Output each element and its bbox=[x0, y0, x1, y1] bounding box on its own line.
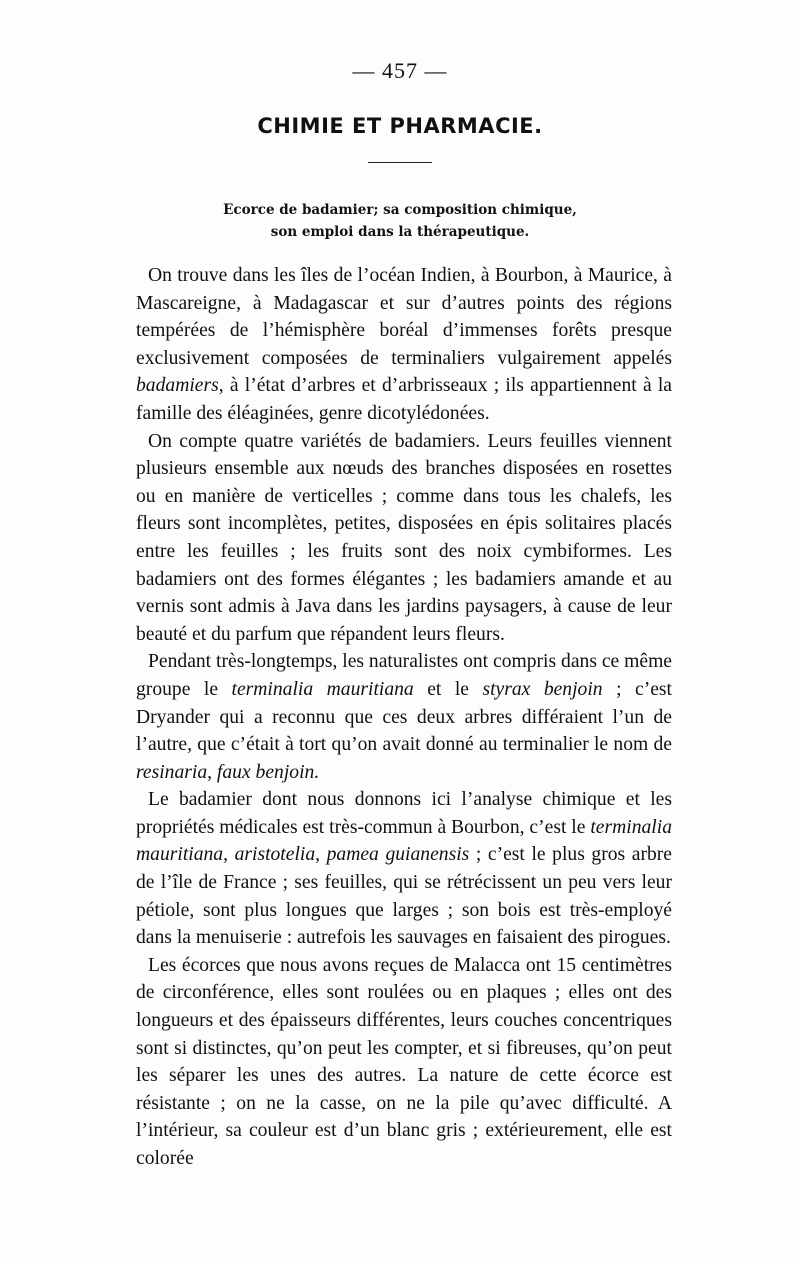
section-title: CHIMIE ET PHARMACIE. bbox=[257, 114, 543, 138]
text-run: Les écorces que nous avons reçues de Malacca ont 15 centimètres de circonférence, elles sont roulées ou en plaques ; elles ont des longueurs et des épaisseurs différentes, leurs couches concentriques sont si distinctes, qu’on peut les compter, et si fibreuses, qu’on peut les séparer les unes des autres. La nature de cette écorce est résistante ; on ne la casse, on ne la pile qu’avec difficulté. A l’intérieur, sa couleur est d’un blanc gris ; extérieurement, elle est colorée bbox=[136, 954, 672, 1169]
article-body bbox=[136, 262, 672, 1173]
paragraph bbox=[136, 952, 672, 1173]
italic-term: terminalia mauritiana bbox=[231, 678, 414, 700]
paragraph bbox=[136, 262, 672, 428]
italic-term: styrax benjoin bbox=[482, 678, 603, 700]
paragraph bbox=[136, 648, 672, 786]
text-run: Le badamier dont nous donnons ici l’analyse chimique et les propriétés médicales est très-commun à Bourbon, c’est le bbox=[136, 789, 672, 838]
title-divider bbox=[368, 162, 432, 163]
italic-term: terminalia mauritiana, aristotelia, pamea guianensis bbox=[136, 816, 672, 866]
article-title-line: son emploi dans la thérapeutique. bbox=[270, 224, 530, 240]
italic-term: badamiers bbox=[136, 375, 219, 397]
text-run: ; c’est Dryander qui a reconnu que ces deux arbres différaient l’un de l’autre, que c’était à tort qu’on avait donné au terminalier le nom de bbox=[136, 678, 672, 756]
text-run: Pendant très-longtemps, les naturalistes ont compris dans ce même groupe le bbox=[136, 651, 673, 700]
paragraph bbox=[136, 786, 672, 952]
text-run: On trouve dans les îles de l’océan Indien, à Bourbon, à Maurice, à Mascareigne, à Madagascar et sur d’autres points des régions tempérées de l’hémisphère boréal d’immenses forêts presque exclusivement composées de terminaliers vulgairement appelés bbox=[136, 265, 672, 369]
italic-term: resinaria, faux benjoin. bbox=[136, 761, 320, 783]
text-run: ; c’est le plus gros arbre de l’île de France ; ses feuilles, qui se rétrécissent un peu vers leur pétiole, sont plus longues que larges ; son bois est très-employé dans la menuiserie : autrefois les sauvages en faisaient des pirogues. bbox=[136, 844, 672, 949]
text-run: , à l’état d’arbres et d’arbrisseaux ; ils appartiennent à la famille des éléaginées, genre dicotylédonées. bbox=[136, 375, 672, 424]
text-run: et le bbox=[413, 678, 483, 700]
paragraph bbox=[136, 428, 672, 649]
article-title-line: Ecorce de badamier; sa composition chimique, bbox=[223, 202, 577, 218]
article-title bbox=[100, 199, 700, 243]
page-number: — 457 — bbox=[352, 58, 448, 83]
text-run: On compte quatre variétés de badamiers. Leurs feuilles viennent plusieurs ensemble aux nœuds des branches disposées en rosettes ou en manière de verticelles ; comme dans tous les chalefs, les fleurs sont incomplètes, petites, disposées en épis solitaires placés entre les feuilles ; les fruits sont des noix cymbiformes. Les badamiers ont des formes élégantes ; les badamiers amande et au vernis sont admis à Java dans les jardins paysagers, à cause de leur beauté et du parfum que répandent leurs fleurs. bbox=[136, 430, 672, 645]
